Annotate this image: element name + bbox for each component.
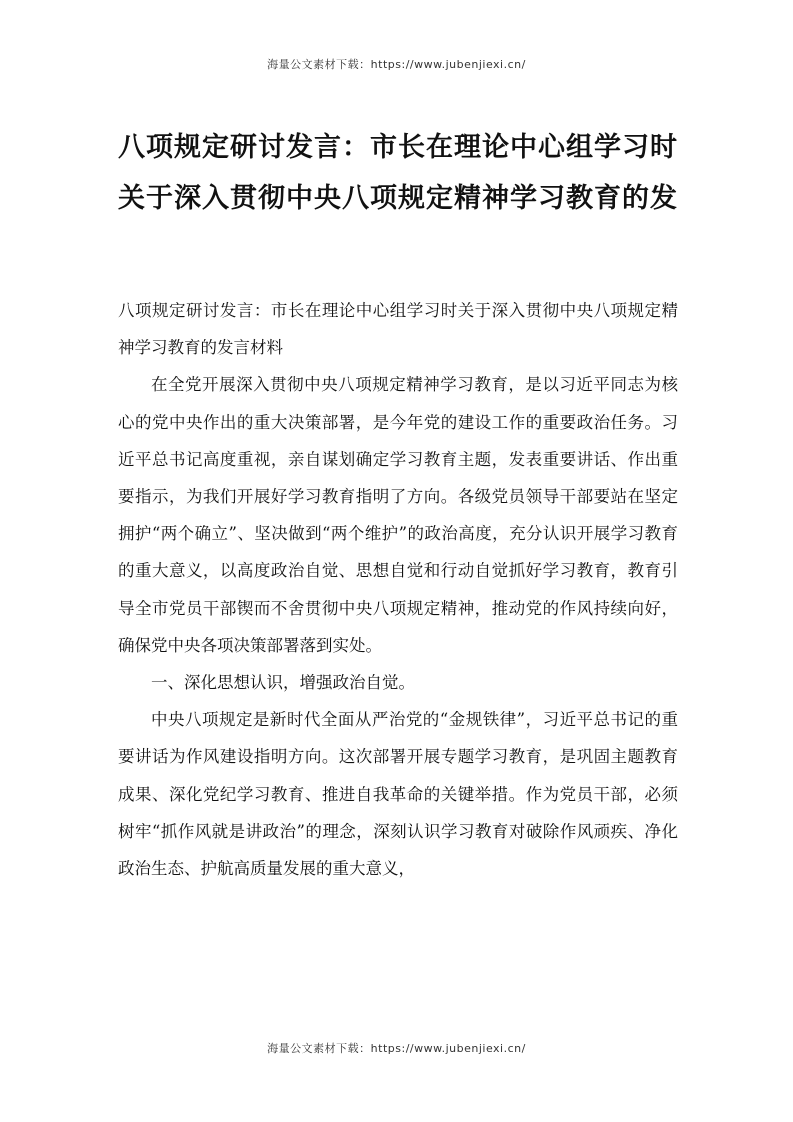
- document-body: [118, 292, 678, 887]
- paragraph-section-1: 中央八项规定是新时代全面从严治党的“金规铁律”，习近平总书记的重要讲话为作风建设指明方向。这次部署开展专题学习教育，是巩固主题教育成果、深化党纪学习教育、推进自我革命的关键举措。作为党员干部，必须树牢“抓作风就是讲政治”的理念，深刻认识学习教育对破除作风顽疾、净化政治生态、护航高质量发展的重大意义，: [118, 710, 678, 879]
- document-title: 八项规定研讨发言：市长在理论中心组学习时关于深入贯彻中央八项规定精神学习教育的发: [118, 132, 678, 214]
- section-heading-1: 一、深化思想认识，增强政治自觉。: [151, 673, 415, 693]
- paragraph-intro: 在全党开展深入贯彻中央八项规定精神学习教育，是以习近平同志为核心的党中央作出的重大决策部署，是今年党的建设工作的重要政治任务。习近平总书记高度重视，亲自谋划确定学习教育主题，发表重要讲话、作出重要指示，为我们开展好学习教育指明了方向。各级党员领导干部要站在坚定拥护“两个确立”、坚决做到“两个维护”的政治高度，充分认识开展学习教育的重大意义，以高度政治自觉、思想自觉和行动自觉抓好学习教育，教育引导全市党员干部锲而不舍贯彻中央八项规定精神，推动党的作风持续向好，确保党中央各项决策部署落到实处。: [118, 375, 678, 655]
- page-header: 海量公文素材下载：https://www.jubenjiexi.cn/: [267, 58, 526, 71]
- page-footer: 海量公文素材下载：https://www.jubenjiexi.cn/: [267, 1042, 526, 1055]
- paragraph-subtitle: 八项规定研讨发言：市长在理论中心组学习时关于深入贯彻中央八项规定精神学习教育的发言材料: [118, 301, 678, 358]
